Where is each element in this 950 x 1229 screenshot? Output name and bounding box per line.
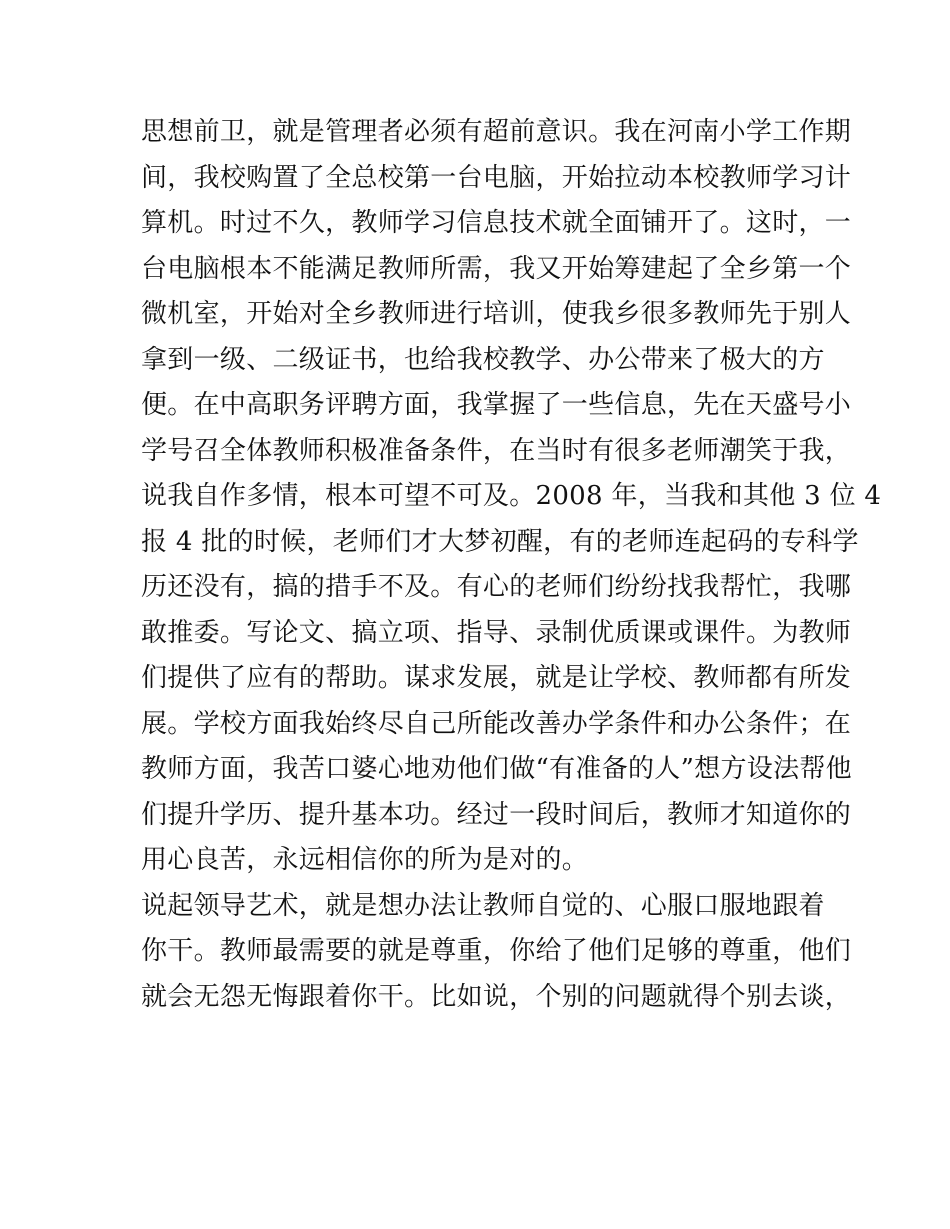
- text-line-6: 拿到一级、二级证书，也给我校教学、办公带来了极大的方: [141, 344, 825, 375]
- text-line-20: 就会无怨无悔跟着你干。比如说，个别的问题就得个别去谈，: [141, 981, 852, 1012]
- text-line-18: 说起领导艺术，就是想办法让教师自觉的、心服口服地跟着: [141, 890, 825, 921]
- text-line-5: 微机室，开始对全乡教师进行培训，使我乡很多教师先于别人: [141, 299, 852, 329]
- text-line-13: 们提供了应有的帮助。谋求发展，就是让学校、教师都有所发: [141, 663, 852, 693]
- text-line-11: 历还没有，搞的措手不及。有心的老师们纷纷找我帮忙，我哪: [141, 572, 852, 602]
- text-line-12: 敢推委。写论文、搞立项、指导、录制优质课或课件。为教师: [141, 617, 852, 648]
- document-body: [141, 110, 882, 1020]
- text-line-7: 便。在中高职务评聘方面，我掌握了一些信息，先在天盛号小: [141, 390, 852, 420]
- text-line-17: 用心良苦，永远相信你的所为是对的。: [141, 845, 589, 875]
- text-line-4: 台电脑根本不能满足教师所需，我又开始筹建起了全乡第一个: [141, 253, 852, 284]
- text-line-16: 们提升学历、提升基本功。经过一段时间后，教师才知道你的: [141, 799, 852, 830]
- text-line-14: 展。学校方面我始终尽自己所能改善办学条件和办公条件；在: [141, 708, 852, 739]
- text-line-3: 算机。时过不久，教师学习信息技术就全面铺开了。这时，一: [141, 208, 852, 238]
- text-line-10: 报 4 批的时候，老师们才大梦初醒，有的老师连起码的专科学: [141, 526, 859, 557]
- text-line-1: 思想前卫，就是管理者必须有超前意识。我在河南小学工作期: [141, 117, 852, 147]
- text-line-8: 学号召全体教师积极准备条件，在当时有很多老师潮笑于我，: [141, 435, 852, 466]
- text-line-9: 说我自作多情，根本可望不可及。2008 年，当我和其他 3 位 4: [141, 481, 882, 511]
- text-line-19: 你干。教师最需要的就是尊重，你给了他们足够的尊重，他们: [141, 936, 852, 966]
- text-line-15: 教师方面，我苦口婆心地劝他们做“有准备的人”想方设法帮他: [141, 754, 852, 784]
- text-line-2: 间，我校购置了全总校第一台电脑，开始拉动本校教师学习计: [141, 162, 852, 193]
